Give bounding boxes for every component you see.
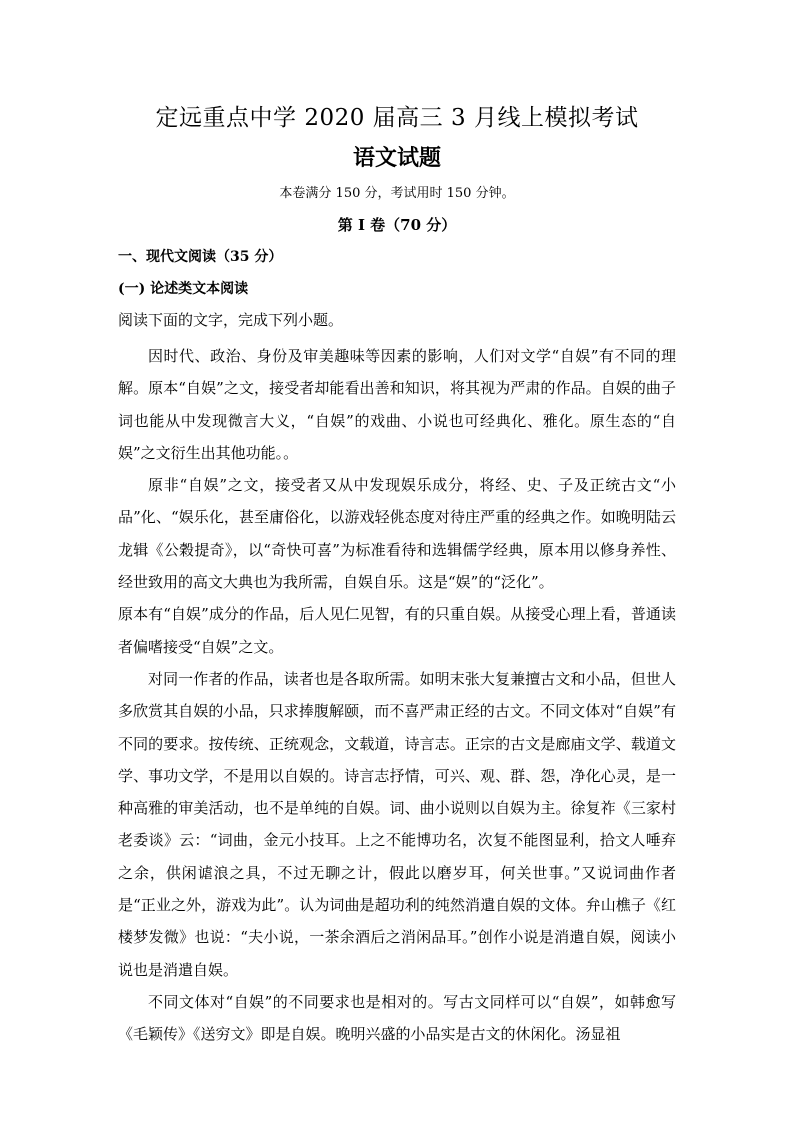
exam-subtitle: 语文试题 (352, 145, 441, 171)
exam-note: 本卷满分 150 分，考试用时 150 分钟。 (279, 186, 515, 201)
volume-heading: 第 I 卷（70 分） (337, 216, 457, 234)
passage-paragraph: 原非“自娱”之文，接受者又从中发现娱乐成分，将经、史、子及正统古文“小品”化、“娱乐化，甚至庸俗化，以游戏轻佻态度对待庄严重的经典之作。如晚明陆云龙辑《公穀提奇》，以“奇快可喜”为标准看待和选辑儒学经典，原本用以修身养性、经世致用的高文大典也为我所需，自娱自乐。这是“娱”的“泛化”。 (118, 476, 676, 592)
section-heading: 一、现代文阅读（35 分） (118, 249, 283, 265)
passage-paragraph: 原本有“自娱”成分的作品，后人见仁见智，有的只重自娱。从接受心理上看，普通读者偏嗜接受“自娱”之文。 (118, 605, 676, 656)
passage-paragraph: 对同一作者的作品，读者也是各取所需。如明末张大复兼擅古文和小品，但世人多欣赏其自娱的小品，只求捧腹解颐，而不喜严肃正经的古文。不同文体对“自娱”有不同的要求。按传统、正统观念，文载道，诗言志。正宗的古文是廊庙文学、载道文学、事功文学，不是用以自娱的。诗言志抒情，可兴、观、群、怨，净化心灵，是一种高雅的审美活动，也不是单纯的自娱。词、曲小说则以自娱为主。徐复祚《三家村老委谈》云：“词曲，金元小技耳。上之不能博功名，次复不能图显利，拾文人唾弃之余，供闲谑浪之具，不过无聊之计，假此以磨岁耳，何关世事。”又说词曲作者是“正业之外，游戏为此”。认为词曲是超功利的纯然消遣自娱的文体。弁山樵子《红楼梦发微》也说：“夫小说，一茶余酒后之消闲品耳。”创作小说是消遣自娱，阅读小说也是消遣自娱。 (118, 669, 676, 979)
exam-title: 定远重点中学 2020 届高三 3 月线上模拟考试 (155, 105, 639, 131)
passage-body (118, 340, 676, 1051)
reading-instruction: 阅读下面的文字，完成下列小题。 (118, 311, 344, 329)
passage-paragraph: 因时代、政治、身份及审美趣味等因素的影响，人们对文学“自娱”有不同的理解。原本“自娱”之文，接受者却能看出善和知识，将其视为严肃的作品。自娱的曲子词也能从中发现微言大义，“自娱”的戏曲、小说也可经典化、雅化。原生态的“自娱”之文衍生出其他功能。。 (118, 347, 676, 462)
passage-paragraph: 不同文体对“自娱”的不同要求也是相对的。写古文同样可以“自娱”，如韩愈写《毛颖传》《送穷文》即是自娱。晚明兴盛的小品实是古文的休闲化。汤显祖 (118, 992, 676, 1044)
subsection-heading: (一) 论述类文本阅读 (118, 281, 249, 297)
